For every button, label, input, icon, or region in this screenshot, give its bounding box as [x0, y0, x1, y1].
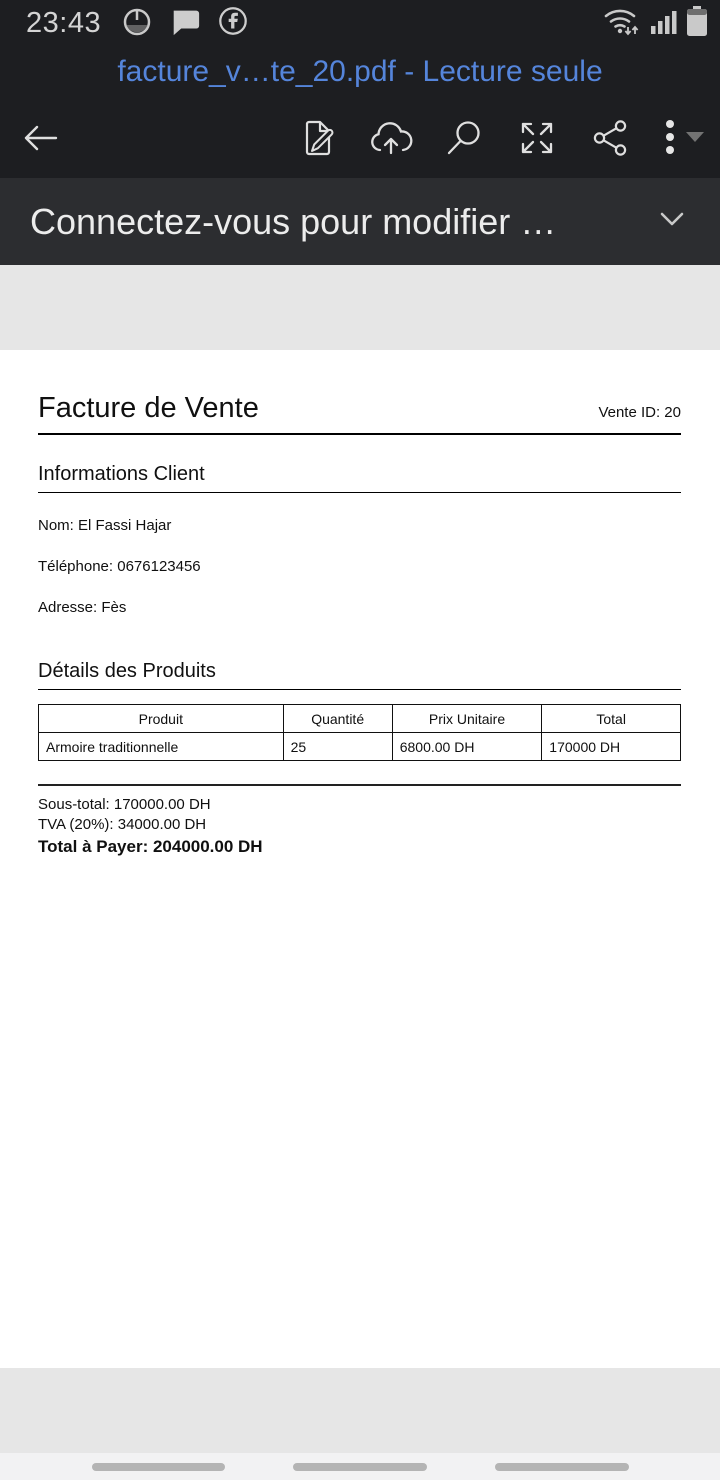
signal-strength-icon [650, 7, 678, 42]
chat-notification-icon [169, 5, 201, 42]
col-header-product: Produit [39, 705, 284, 733]
top-chrome [0, 0, 720, 178]
cell-quantity: 25 [283, 733, 392, 761]
edit-document-icon [298, 118, 338, 161]
sale-id-label: Vente ID: 20 [598, 404, 681, 421]
col-header-total: Total [542, 705, 681, 733]
back-arrow-icon [19, 117, 61, 162]
status-time: 23:43 [26, 6, 102, 39]
page-margin-top [0, 265, 720, 350]
products-table [38, 704, 681, 761]
nav-button-back[interactable] [495, 1463, 629, 1471]
client-phone: Téléphone: 0676123456 [38, 558, 201, 575]
toolbar [0, 100, 720, 178]
share-icon [590, 118, 630, 161]
invoice-title: Facture de Vente [38, 392, 259, 424]
bottom-navigation-bar [0, 1453, 720, 1480]
client-address: Adresse: Fès [38, 599, 127, 616]
invoice-header [38, 392, 681, 435]
title-bar [0, 44, 720, 100]
search-button[interactable] [442, 117, 486, 161]
totals-divider [38, 784, 681, 786]
col-header-unit-price: Prix Unitaire [392, 705, 542, 733]
facebook-notification-icon [217, 5, 249, 42]
file-title: facture_v…te_20.pdf - Lecture seule [117, 55, 603, 88]
fullscreen-icon [517, 118, 557, 161]
table-header-row [39, 705, 681, 733]
tva-line: TVA (20%): 34000.00 DH [38, 816, 207, 833]
cell-total: 170000 DH [542, 733, 681, 761]
nav-button-recents[interactable] [92, 1463, 225, 1471]
fullscreen-button[interactable] [515, 117, 559, 161]
status-system-icons [602, 5, 708, 42]
client-name: Nom: El Fassi Hajar [38, 517, 172, 534]
search-icon [444, 118, 484, 161]
sign-in-banner-text: Connectez-vous pour modifier … [30, 200, 557, 242]
overflow-menu-button[interactable] [663, 115, 705, 164]
upload-cloud-icon [368, 120, 414, 159]
client-section-heading: Informations Client [38, 463, 681, 493]
clock-notification-icon [121, 5, 153, 42]
battery-icon [686, 5, 708, 42]
cell-product: Armoire traditionnelle [39, 733, 284, 761]
notification-icons [121, 5, 249, 42]
share-button[interactable] [588, 117, 632, 161]
sign-in-banner[interactable] [0, 178, 720, 265]
back-button[interactable] [18, 117, 62, 161]
overflow-dots-icon [663, 115, 677, 164]
nav-button-home[interactable] [293, 1463, 427, 1471]
wifi-icon [602, 5, 642, 42]
cell-unit-price: 6800.00 DH [392, 733, 542, 761]
pdf-page[interactable] [0, 350, 720, 1368]
dropdown-triangle-icon [685, 130, 705, 148]
col-header-quantity: Quantité [283, 705, 392, 733]
edit-document-button[interactable] [296, 117, 340, 161]
upload-cloud-button[interactable] [369, 117, 413, 161]
totals-block [38, 795, 681, 858]
total-line: Total à Payer: 204000.00 DH [38, 837, 263, 856]
status-bar [0, 0, 720, 44]
table-row [39, 733, 681, 761]
products-section-heading: Détails des Produits [38, 660, 681, 690]
subtotal-line: Sous-total: 170000.00 DH [38, 796, 211, 813]
chevron-down-icon[interactable] [658, 210, 686, 233]
page-margin-bottom [0, 1368, 720, 1453]
